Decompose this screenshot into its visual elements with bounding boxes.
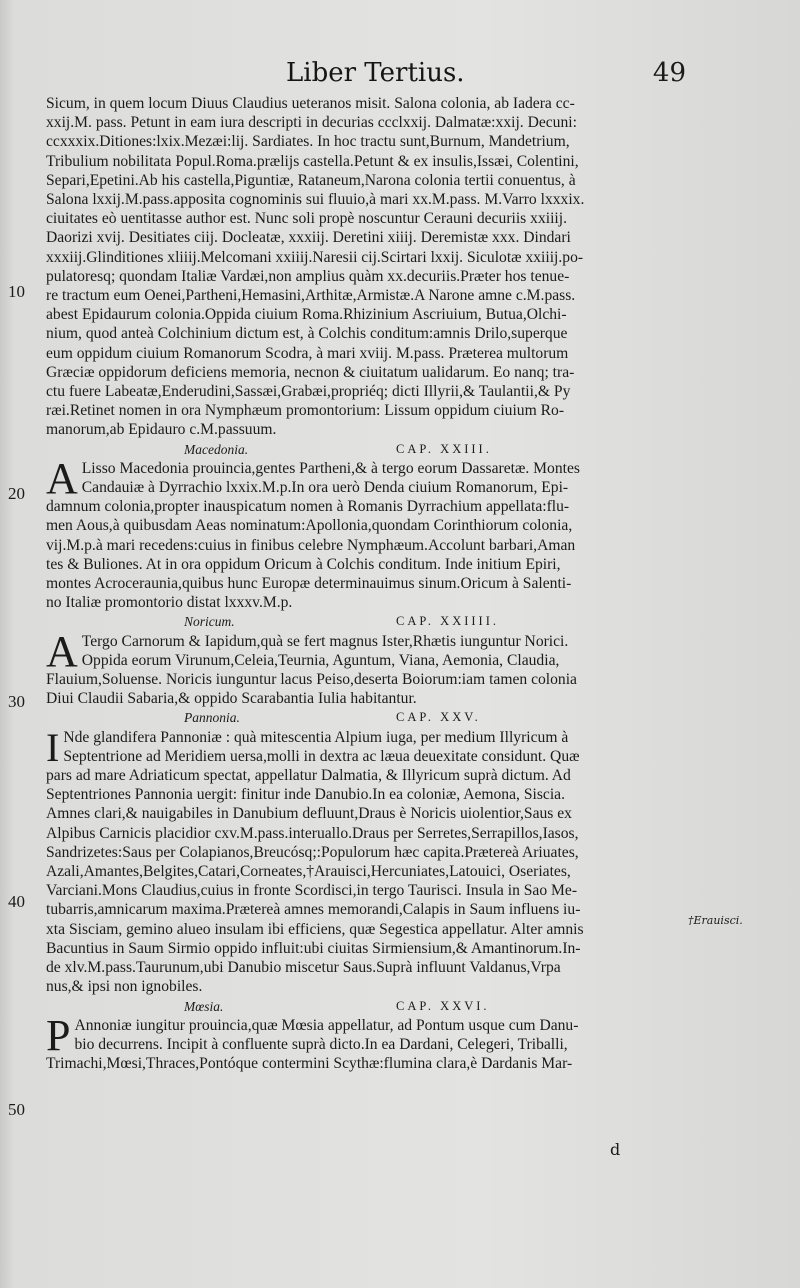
text-line: Daorizi xvij. Desitiates ciij. Docleatæ, xxxiij. Deretini xiiij. Deremistæ xxx. Dindari xyxy=(46,229,571,247)
region-name: Macedonia. xyxy=(184,441,249,457)
chapter-number: CAP. XXV. xyxy=(396,710,481,725)
drop-cap: I xyxy=(46,724,60,770)
text-line: ctu fuere Labeatæ,Enderudini,Sassæi,Grabæi,propriéq; dicti Illyrii,& Taulantii,& Py xyxy=(46,383,571,401)
text-line: xta Sisciam, gemino alueo insulam ibi efficiens, quæ Segestica appellatur. Alter amnis xyxy=(46,920,584,938)
text-line: pulatoresq; quondam Italiæ Vardæi,non amplius quàm xx.decuriis.Præter hos tenue- xyxy=(46,267,570,285)
text-line: Alpibus Carnicis placidior cxv.M.pass.interuallo.Draus per Serretes,Serrapillos,Iasos, xyxy=(46,824,579,842)
line-number-20: 20 xyxy=(8,484,25,503)
text-line: xxij.M. pass. Petunt in eam iura descripti in decurias ccclxxij. Dalmatæ:xxij. Decuni: xyxy=(46,114,577,132)
drop-cap: P xyxy=(46,1010,71,1060)
chapter-number: CAP. XXIII. xyxy=(396,441,492,456)
page-header xyxy=(46,58,686,92)
text-line: ræi.Retinet nomen in ora Nymphæum promontorium: Lissum oppidum ciuium Ro- xyxy=(46,402,565,420)
line-number-30: 30 xyxy=(8,692,25,711)
region-name: Pannonia. xyxy=(184,710,240,726)
text-line: Flauium,Soluense. Noricis iunguntur lacus Peiso,deserta Boiorum:iam tamen colonia xyxy=(46,671,577,689)
opening-paragraph xyxy=(46,94,684,440)
text-line: Tribulium nobilitata Popul.Roma.prælijs castella.Petunt & ex insulis,Issæi, Colentini, xyxy=(46,152,579,170)
text-line: bio decurrens. Incipit à confluente suprà dicto.In ea Dardani, Celegeri, Triballi, xyxy=(74,1035,568,1053)
text-line: Varciani.Mons Claudius,cuius in fronte Scordisci,in tergo Taurisci. Insula in Sao Me- xyxy=(46,882,578,900)
text-line: Salona lxxij.M.pass.apposita cognominis sui fluuio,à mari xx.M.pass. M.Varro lxxxix. xyxy=(46,191,585,209)
marginal-note: †Erauisci. xyxy=(688,914,743,927)
page-number: 49 xyxy=(652,58,686,88)
text-line: Nde glandifera Pannoniæ : quà mitescentia Alpium iuga, per medium Illyricum à xyxy=(63,728,569,746)
section-noricum xyxy=(46,626,684,709)
text-line: manorum,ab Epidauro c.M.passuum. xyxy=(46,421,277,439)
text-line: Lisso Macedonia prouincia,gentes Partheni,& à tergo eorum Dassaretæ. Montes xyxy=(81,459,580,477)
text-line: Diui Claudii Sabaria,& oppido Scarabantia Iulia habitantur. xyxy=(46,690,417,708)
text-line: Sandrizetes:Saus per Colapianos,Breucósq;:Populorum hæc capita.Prætereà Ariuates, xyxy=(46,843,579,861)
text-line: damnum colonia,propter inauspicatum nomen à Romanis Dyrrachium appellata:flu- xyxy=(46,498,570,516)
line-number-40: 40 xyxy=(8,892,25,911)
text-line: nium, quod anteà Colchinium dictum est, à Colchis conditum:amnis Drilo,superque xyxy=(46,325,568,343)
text-line: Annoniæ iungitur prouincia,quæ Mœsia appellatur, ad Pontum usque cum Danu- xyxy=(74,1016,579,1034)
text-line: pars ad mare Adriaticum spectat, appellatur Dalmatia, & Illyricum suprà dictum. Ad xyxy=(46,767,571,785)
text-line: Amnes clari,& nauigabiles in Danubium defluunt,Draus è Noricis uiolentior,Saus ex xyxy=(46,805,572,823)
drop-cap: A xyxy=(46,453,78,503)
chapter-heading-moesia xyxy=(46,997,684,1016)
text-line: ccxxxix.Ditiones:lxix.Mezæi:lij. Sardiates. In hoc tractu sunt,Burnum, Mandetrium, xyxy=(46,133,570,151)
text-line: Azali,Amantes,Belgites,Catari,Corneates,†Arauisci,Hercuniates,Latouici, Oseriates, xyxy=(46,863,571,881)
region-name: Noricum. xyxy=(184,614,235,630)
text-line: Trimachi,Mœsi,Thraces,Pontóque contermini Scythæ:flumina clara,è Dardanis Mar- xyxy=(46,1055,573,1073)
text-line: Tergo Carnorum & Iapidum,quà se fert magnus Ister,Rhætis iunguntur Norici. xyxy=(81,632,569,650)
text-line: vij.M.p.à mari recedens:cuius in finibus celebre Nymphæum.Accolunt barbari,Aman xyxy=(46,536,576,554)
catchword: d xyxy=(610,1140,621,1159)
text-line: Septentrione ad Meridiem uersa,molli in dextra ac læua deuexitate considunt. Quæ xyxy=(63,747,580,765)
section-pannonia xyxy=(46,724,684,997)
chapter-number: CAP. XXIIII. xyxy=(396,614,500,629)
text-line: Candauiæ à Dyrrachio lxxix.M.p.In ora uerò Denda ciuium Romanorum, Epi- xyxy=(81,479,569,497)
text-line: xxxiij.Glinditiones xliiij.Melcomani xxiiij.Naresii cij.Scirtari lxxij. Siculotæ xxiiij.po- xyxy=(46,248,584,266)
text-line: Septentriones Pannonia uergit: finitur inde Danubio.In ea coloniæ, Aemona, Siscia. xyxy=(46,786,565,804)
chapter-heading-pannonia xyxy=(46,708,684,727)
text-line: tes & Buliones. At in ora oppidum Oricum à Colchis conditum. Inde initium Epiri, xyxy=(46,555,561,573)
text-line: Separi,Epetini.Ab his castella,Piguntiæ, Rataneum,Narona colonia tertii conuentus, à xyxy=(46,171,576,189)
text-line: Oppida eorum Virunum,Celeia,Teurnia, Aguntum, Viana, Aemonia, Claudia, xyxy=(81,651,560,669)
text-line: de xlv.M.pass.Taurunum,ubi Danubio miscetur Saus.Suprà influunt Valdanus,Vrpa xyxy=(46,959,561,977)
chapter-number: CAP. XXVI. xyxy=(396,998,490,1013)
text-line: re tractum eum Oenei,Partheni,Hemasini,Arthitæ,Armistæ.A Narone amne c.M.pass. xyxy=(46,287,576,305)
text-line: eum oppidum ciuium Romanorum Scodra, à mari xviij. M.pass. Præterea multorum xyxy=(46,344,569,362)
text-line: men Aous,à quibusdam Aeas nominatum:Apollonia,quondam Corinthiorum colonia, xyxy=(46,517,573,535)
text-line: Bacuntius in Saum Sirmio oppido influit:ubi ciuitas Sirmiensium,& Amantinorum.In- xyxy=(46,939,581,957)
line-number-10: 10 xyxy=(8,282,25,301)
chapter-heading-macedonia xyxy=(46,440,684,459)
text-line: montes Acroceraunia,quibus hunc Europæ determinauimus sinum.Oricum à Salenti- xyxy=(46,575,572,593)
text-line: nus,& ipsi non ignobiles. xyxy=(46,978,203,996)
running-title: Liber Tertius. xyxy=(286,58,465,88)
chapter-heading-noricum xyxy=(46,612,684,631)
drop-cap: A xyxy=(46,626,78,676)
section-macedonia xyxy=(46,453,684,613)
main-text xyxy=(46,94,684,1073)
region-name: Mœsia. xyxy=(184,998,224,1014)
section-moesia xyxy=(46,1010,684,1074)
text-line: abest Epidaurum colonia.Oppida ciuium Roma.Rhizinium Ascriuium, Butua,Olchi- xyxy=(46,306,567,324)
line-number-50: 50 xyxy=(8,1100,25,1119)
text-line: no Italiæ promontorio distat lxxxv.M.p. xyxy=(46,594,293,612)
text-line: Græciæ oppidorum deficiens memoria, necnon & ciuitatum ualidarum. Eo nanq; tra- xyxy=(46,363,575,381)
text-line: tubarris,amnicarum maxima.Prætereà amnes memorandi,Calapis in Saum influens iu- xyxy=(46,901,581,919)
text-line: ciuitates eò uentitasse author est. Nunc soli propè noscuntur Cerauni decuriis xxiiij. xyxy=(46,210,567,228)
text-line: Sicum, in quem locum Diuus Claudius ueteranos misit. Salona colonia, ab Iadera cc- xyxy=(46,95,575,112)
